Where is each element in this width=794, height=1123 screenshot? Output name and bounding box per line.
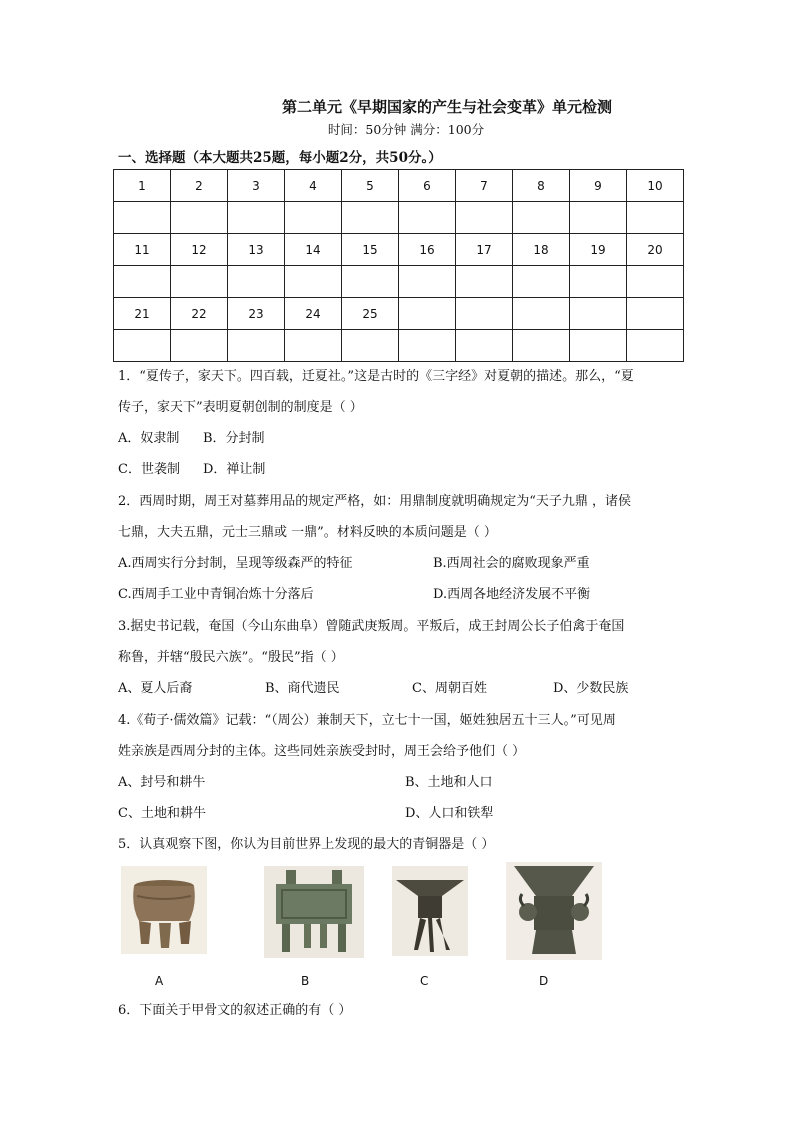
question-3-text-cont: 称鲁，并辖“殷民六族”。“殷民”指（ ） — [118, 650, 344, 665]
answer-number: 6 — [399, 170, 456, 202]
image-label-b: B — [301, 974, 310, 988]
answer-number: 19 — [570, 234, 627, 266]
q2-option-c: C.西周手工业中青铜冶炼十分落后 — [118, 587, 314, 602]
answer-cell[interactable] — [342, 266, 399, 298]
answer-number: 17 — [456, 234, 513, 266]
q3-option-d: D、少数民族 — [553, 681, 629, 696]
image-label-c: C — [420, 974, 429, 988]
answer-cell[interactable] — [456, 330, 513, 362]
image-label-a: A — [155, 974, 164, 988]
answer-cell[interactable] — [228, 202, 285, 234]
answer-number-row — [114, 298, 684, 330]
answer-cell[interactable] — [171, 330, 228, 362]
answer-number: 8 — [513, 170, 570, 202]
answer-cell[interactable] — [342, 202, 399, 234]
section-heading: 一、选择题（本大题共25题，每小题2分，共50分。） — [118, 150, 442, 166]
q2-option-b: B.西周社会的腐败现象严重 — [433, 556, 590, 571]
answer-cell[interactable] — [114, 266, 171, 298]
answer-number: 18 — [513, 234, 570, 266]
answer-cell[interactable] — [570, 202, 627, 234]
answer-cell[interactable] — [285, 330, 342, 362]
q2-option-a: A.西周实行分封制，呈现等级森严的特征 — [118, 556, 353, 571]
answer-cell[interactable] — [342, 330, 399, 362]
question-6-text: 6．下面关于甲骨文的叙述正确的有（ ） — [118, 1003, 352, 1018]
answer-number: 3 — [228, 170, 285, 202]
answer-number: 1 — [114, 170, 171, 202]
answer-number: 13 — [228, 234, 285, 266]
answer-cell[interactable] — [570, 266, 627, 298]
answer-number: 7 — [456, 170, 513, 202]
answer-cell[interactable] — [399, 330, 456, 362]
q1-option-c: C．世袭制 — [118, 462, 180, 477]
q3-option-c: C、周朝百姓 — [412, 681, 487, 696]
question-1-text: 1．“夏传子，家天下。四百载，迁夏社。”这是古时的《三字经》对夏朝的描述。那么，“夏 — [118, 369, 634, 384]
answer-blank-row — [114, 202, 684, 234]
answer-number: 2 — [171, 170, 228, 202]
answer-cell[interactable] — [285, 202, 342, 234]
question-4-text-cont: 姓亲族是西周分封的主体。这些同姓亲族受封时，周王会给予他们（ ） — [118, 744, 526, 759]
answer-number — [513, 298, 570, 330]
q3-option-b: B、商代遗民 — [265, 681, 340, 696]
question-4-text: 4.《荀子·儒效篇》记载：“（周公）兼制天下，立七十一国，姬姓独居五十三人。”可见周 — [118, 713, 616, 728]
answer-number: 20 — [627, 234, 684, 266]
bronze-jue-image — [392, 866, 468, 956]
answer-cell[interactable] — [114, 202, 171, 234]
answer-number: 16 — [399, 234, 456, 266]
answer-number — [627, 298, 684, 330]
q4-option-d: D、人口和铁犁 — [405, 806, 494, 821]
answer-number: 12 — [171, 234, 228, 266]
answer-number — [456, 298, 513, 330]
answer-cell[interactable] — [627, 202, 684, 234]
answer-number: 4 — [285, 170, 342, 202]
bronze-square-ding-image — [264, 866, 364, 958]
answer-cell[interactable] — [627, 266, 684, 298]
answer-number: 14 — [285, 234, 342, 266]
answer-cell[interactable] — [171, 202, 228, 234]
bronze-tripod-li-image — [121, 866, 207, 954]
answer-number: 24 — [285, 298, 342, 330]
answer-cell[interactable] — [114, 330, 171, 362]
question-3-text: 3.据史书记载，奄国（今山东曲阜）曾随武庚叛周。平叛后，成王封周公长子伯禽于奄国 — [118, 619, 625, 634]
answer-cell[interactable] — [228, 330, 285, 362]
answer-blank-row — [114, 266, 684, 298]
question-1-text-cont: 传子，家天下”表明夏朝创制的制度是（ ） — [118, 400, 363, 415]
exam-info: 时间：50分钟 满分：100分 — [327, 122, 485, 137]
answer-cell[interactable] — [228, 266, 285, 298]
answer-cell[interactable] — [399, 202, 456, 234]
q3-option-a: A、夏人后裔 — [118, 681, 193, 696]
answer-number: 21 — [114, 298, 171, 330]
answer-number — [570, 298, 627, 330]
answer-cell[interactable] — [513, 266, 570, 298]
page-title: 第二单元《早期国家的产生与社会变革》单元检测 — [281, 98, 612, 116]
q2-option-d: D.西周各地经济发展不平衡 — [433, 587, 591, 602]
answer-cell[interactable] — [171, 266, 228, 298]
answer-number: 5 — [342, 170, 399, 202]
answer-number — [399, 298, 456, 330]
q4-option-c: C、土地和耕牛 — [118, 806, 206, 821]
answer-number: 15 — [342, 234, 399, 266]
answer-number-row — [114, 234, 684, 266]
answer-cell[interactable] — [513, 330, 570, 362]
q1-option-b: B．分封制 — [203, 431, 265, 446]
q4-option-a: A、封号和耕牛 — [118, 775, 206, 790]
question-2-text: 2．西周时期，周王对墓葬用品的规定严格，如：用鼎制度就明确规定为“天子九鼎 ，诸侯 — [118, 494, 632, 509]
answer-grid — [113, 169, 684, 362]
answer-cell[interactable] — [456, 266, 513, 298]
question-5-text: 5．认真观察下图，你认为目前世界上发现的最大的青铜器是（ ） — [118, 837, 495, 852]
q1-option-a: A．奴隶制 — [118, 431, 180, 446]
bronze-zun-image — [506, 862, 602, 960]
answer-cell[interactable] — [399, 266, 456, 298]
q4-option-b: B、土地和人口 — [405, 775, 493, 790]
answer-cell[interactable] — [456, 202, 513, 234]
answer-cell[interactable] — [513, 202, 570, 234]
answer-number: 11 — [114, 234, 171, 266]
answer-cell[interactable] — [627, 330, 684, 362]
answer-number: 9 — [570, 170, 627, 202]
answer-number: 23 — [228, 298, 285, 330]
answer-number: 10 — [627, 170, 684, 202]
answer-cell[interactable] — [285, 266, 342, 298]
q1-option-d: D．禅让制 — [203, 462, 266, 477]
answer-blank-row — [114, 330, 684, 362]
answer-number-row — [114, 170, 684, 202]
answer-number: 25 — [342, 298, 399, 330]
answer-cell[interactable] — [570, 330, 627, 362]
image-label-d: D — [539, 974, 549, 988]
question-2-text-cont: 七鼎，大夫五鼎，元士三鼎或 一鼎”。材料反映的本质问题是（ ） — [118, 525, 497, 540]
answer-number: 22 — [171, 298, 228, 330]
